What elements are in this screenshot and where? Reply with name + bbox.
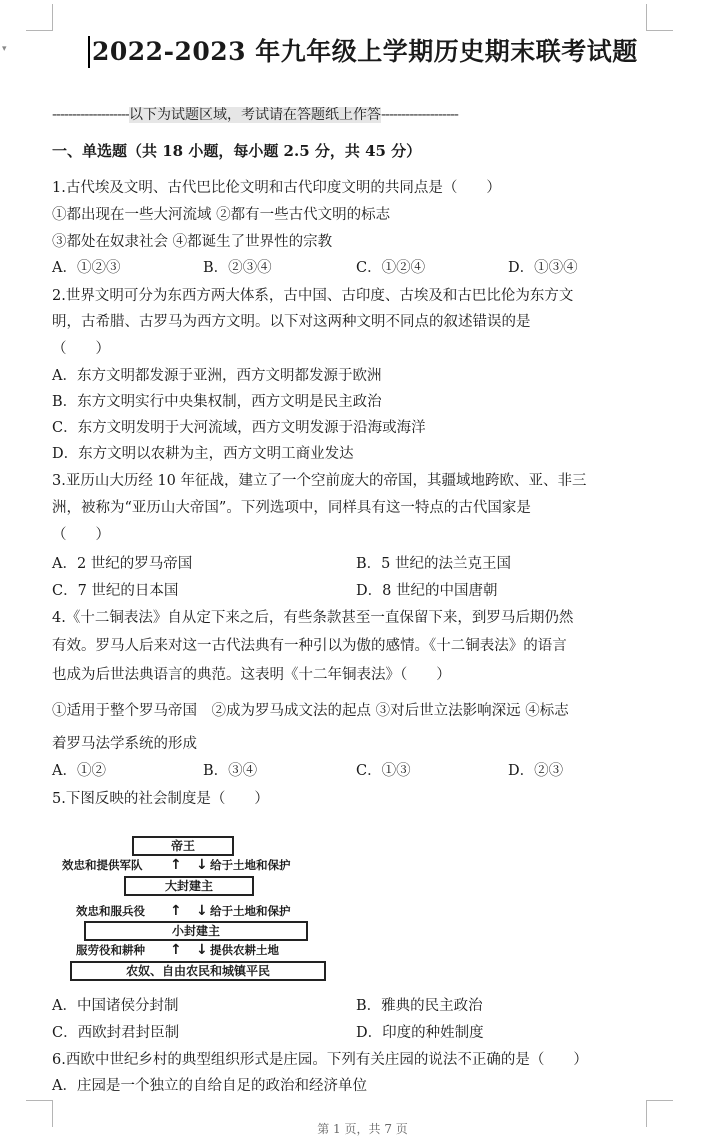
label-left-1: 效忠和提供军队 xyxy=(62,858,143,872)
collapse-marker-icon: ▾ xyxy=(2,44,7,54)
q1-statement-1: ①都出现在一些大河流域 ②都有一些古代文明的标志 xyxy=(52,207,391,223)
box-peasants: 农奴、自由农民和城镇平民 xyxy=(70,961,326,981)
page-footer: 第 1 页，共 7 页 xyxy=(317,1122,408,1136)
crop-mark-top-left xyxy=(26,4,53,31)
q1-stem: 1.古代埃及文明、古代巴比伦文明和古代印度文明的共同点是（ ） xyxy=(52,180,501,196)
exam-notice xyxy=(52,104,642,124)
label-right-3: 提供农耕土地 xyxy=(210,943,279,957)
box-great-lord: 大封建主 xyxy=(124,876,254,896)
q3-option-b: B．5 世纪的法兰克王国 xyxy=(356,556,511,572)
up-arrow-icon: ↑ xyxy=(170,942,182,958)
down-arrow-icon: ↓ xyxy=(196,857,208,873)
box-small-lord: 小封建主 xyxy=(84,921,308,941)
q1-option-b: B．②③④ xyxy=(203,260,272,276)
crop-mark-top-right xyxy=(646,4,673,31)
q3-option-d: D．8 世纪的中国唐朝 xyxy=(356,583,498,599)
q4-statement-2: 着罗马法学系统的形成 xyxy=(52,736,197,752)
q2-option-a: A．东方文明都发源于亚洲，西方文明都发源于欧洲 xyxy=(52,368,382,384)
section-heading: 一、单选题（共 18 小题，每小题 2.5 分，共 45 分） xyxy=(52,142,422,160)
q5-option-a: A．中国诸侯分封制 xyxy=(52,998,179,1014)
q4-stem-line-1: 4.《十二铜表法》自从定下来之后，有些条款甚至一直保留下来，到罗马后期仍然 xyxy=(52,610,574,626)
label-left-2: 效忠和服兵役 xyxy=(76,904,145,918)
text-cursor xyxy=(88,36,90,68)
q2-option-d: D．东方文明以农耕为主，西方文明工商业发达 xyxy=(52,446,354,462)
q1-option-c: C．①②④ xyxy=(356,260,426,276)
q4-option-b: B．③④ xyxy=(203,763,258,779)
q6-option-a: A．庄园是一个独立的自给自足的政治和经济单位 xyxy=(52,1078,367,1094)
q6-stem: 6.西欧中世纪乡村的典型组织形式是庄园。下列有关庄园的说法不正确的是（ ） xyxy=(52,1052,588,1068)
q1-option-a: A．①②③ xyxy=(52,260,121,276)
feudal-hierarchy-diagram xyxy=(60,834,328,984)
q2-option-b: B．东方文明实行中央集权制，西方文明是民主政治 xyxy=(52,394,382,410)
q5-option-d: D．印度的种姓制度 xyxy=(356,1025,484,1041)
up-arrow-icon: ↑ xyxy=(170,857,182,873)
notice-text: 以下为试题区域，考试请在答题纸上作答 xyxy=(128,107,381,123)
q4-option-a: A．①② xyxy=(52,763,106,779)
q5-option-c: C．西欧封君封臣制 xyxy=(52,1025,180,1041)
q4-option-d: D．②③ xyxy=(508,763,564,779)
label-left-3: 服劳役和耕种 xyxy=(76,943,145,957)
q3-option-a: A．2 世纪的罗马帝国 xyxy=(52,556,193,572)
q4-stem-line-2: 有效。罗马人后来对这一古代法典有一种引以为傲的感情。《十二铜表法》的语言 xyxy=(52,638,567,654)
q4-stem-line-3: 也成为后世法典语言的典范。这表明《十二年铜表法》（ ） xyxy=(52,667,451,683)
q1-option-d: D．①③④ xyxy=(508,260,578,276)
q2-stem-line-1: 2.世界文明可分为东西方两大体系，古中国、古印度、古埃及和古巴比伦为东方文 xyxy=(52,288,574,304)
q3-stem-line-2: 洲，被称为“亚历山大帝国”。下列选项中，同样具有这一特点的古代国家是 xyxy=(52,500,531,516)
q5-stem: 5.下图反映的社会制度是（ ） xyxy=(52,791,269,807)
label-right-2: 给于土地和保护 xyxy=(210,904,291,918)
q2-option-c: C．东方文明发明于大河流域，西方文明发源于沿海或海洋 xyxy=(52,420,426,436)
down-arrow-icon: ↓ xyxy=(196,942,208,958)
q4-statement-1: ①适用于整个罗马帝国 ②成为罗马成文法的起点 ③对后世立法影响深远 ④标志 xyxy=(52,703,569,719)
label-right-1: 给于土地和保护 xyxy=(210,858,291,872)
page-title[interactable]: 2022-2023 年九年级上学期历史期末联考试题 xyxy=(92,37,638,66)
down-arrow-icon: ↓ xyxy=(196,903,208,919)
q3-stem-line-1: 3.亚历山大历经 10 年征战，建立了一个空前庞大的帝国，其疆域地跨欧、亚、非三 xyxy=(52,473,587,489)
q2-stem-line-3: （ ） xyxy=(52,341,110,357)
notice-left-dashes: ------------------- xyxy=(52,107,129,123)
q3-option-c: C．7 世纪的日本国 xyxy=(52,583,179,599)
notice-right-dashes: ------------------- xyxy=(380,107,458,123)
q5-option-b: B．雅典的民主政治 xyxy=(356,998,483,1014)
q3-stem-line-3: （ ） xyxy=(52,527,110,543)
q1-statement-2: ③都处在奴隶社会 ④都诞生了世界性的宗教 xyxy=(52,234,333,250)
q4-option-c: C．①③ xyxy=(356,763,411,779)
box-emperor: 帝王 xyxy=(132,836,234,856)
q2-stem-line-2: 明，古希腊、古罗马为西方文明。以下对这两种文明不同点的叙述错误的是 xyxy=(52,314,531,330)
up-arrow-icon: ↑ xyxy=(170,903,182,919)
